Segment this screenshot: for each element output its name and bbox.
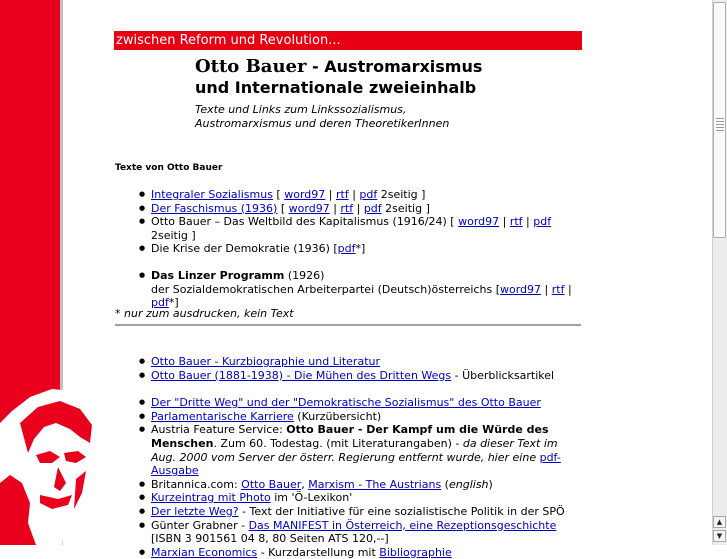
list-item: [139, 215, 579, 242]
text: |: [325, 188, 336, 201]
text: |: [353, 201, 364, 215]
text: [ISBN 3 901561 04 8, 80 Seiten ATS 120,--]: [151, 532, 389, 546]
link-marxism-austrians[interactable]: Marxism - The Austrians: [308, 477, 442, 491]
list-item: [139, 546, 579, 559]
page-subtitle: [195, 103, 475, 131]
list-item: [139, 242, 579, 256]
link-dritte-weg[interactable]: Der "Dritte Weg" und der "Demokratische Sozialismus" des Otto Bauer: [151, 396, 541, 410]
text: Austria Feature Service:: [151, 423, 287, 437]
link-integraler-sozialismus[interactable]: Integraler Sozialismus: [151, 188, 273, 201]
text: |: [329, 201, 341, 215]
link-rtf[interactable]: rtf: [551, 282, 565, 296]
text: [: [272, 188, 285, 201]
section-heading-texte: Texte von Otto Bauer: [115, 163, 223, 173]
text: der Sozialdemokratischen Arbeiterpartei (Deutsch)österreichs [: [151, 282, 500, 296]
link-pdf-ausgabe[interactable]: pdf-Ausgabe: [151, 450, 561, 478]
arrow-down-icon[interactable]: ▼: [713, 530, 726, 542]
text: ): [488, 477, 493, 491]
link-muehen-dritten-wegs[interactable]: Otto Bauer (1881-1938) - Die Mühen des Dritten Wegs: [151, 368, 452, 382]
list-item: [139, 423, 579, 477]
print-note: * nur zum ausdrucken, kein Text: [115, 307, 294, 320]
list-item: [139, 269, 579, 283]
page-title: [195, 56, 482, 98]
text: |: [564, 282, 572, 296]
text: Otto Bauer – Das Weltbild des Kapitalismus (1916/24) [: [151, 215, 459, 229]
link-rtf[interactable]: rtf: [340, 201, 354, 215]
linzer-title: Das Linzer Programm: [151, 268, 285, 282]
text: - Überblicksartikel: [451, 368, 555, 382]
text: (Kurzübersicht): [293, 409, 382, 423]
list-item: [139, 491, 579, 505]
link-kurzeintrag-photo[interactable]: Kurzeintrag mit Photo: [151, 491, 271, 505]
subtitle-line1: Texte und Links zum Linkssozialismus,: [195, 103, 407, 116]
link-pdf[interactable]: pdf: [533, 215, 552, 229]
title-rest: - Austromarxismus: [306, 57, 483, 76]
link-manifest-oesterreich[interactable]: Das MANIFEST in Österreich, eine Rezeptionsgeschichte: [248, 518, 557, 532]
link-bibliographie[interactable]: Bibliographie: [379, 545, 452, 559]
link-word97[interactable]: word97: [458, 215, 500, 229]
link-der-faschismus[interactable]: Der Faschismus (1936): [151, 201, 278, 215]
text: im 'Ö-Lexikon': [270, 491, 353, 505]
text: 2seitig ]: [151, 228, 196, 242]
text: |: [499, 215, 510, 229]
text: Die Krise der Demokratie (1936) [: [151, 242, 338, 256]
text: |: [348, 188, 360, 201]
link-britannica-otto-bauer[interactable]: Otto Bauer: [241, 477, 302, 491]
title-name: Otto Bauer: [195, 56, 307, 77]
link-pdf[interactable]: pdf: [359, 188, 378, 201]
text: [: [277, 201, 289, 215]
list-item: [139, 355, 579, 369]
spacer: [139, 382, 579, 396]
title-line2: und Internationale zweieinhalb: [195, 78, 477, 97]
link-parlamentarische-karriere[interactable]: Parlamentarische Karriere: [151, 409, 294, 423]
page-content: [63, 0, 712, 559]
link-der-letzte-weg[interactable]: Der letzte Weg?: [151, 504, 239, 518]
text: ,: [301, 477, 309, 491]
divider: [115, 324, 581, 326]
list-item-continuation: [139, 283, 579, 310]
austria-note: da dieser Text im Aug. 2000 vom Server der österr. Regierung entfernt wurde, hier eine: [151, 436, 558, 464]
austria-title: Otto Bauer - Der Kampf um die Würde des Menschen: [151, 423, 549, 450]
text: 2seitig ]: [377, 188, 426, 201]
text: 2seitig ]: [381, 201, 430, 215]
site-banner: zwischen Reform und Revolution...: [114, 31, 582, 50]
links-list: [139, 355, 579, 559]
subtitle-line2: Austromarxismus und deren TheoretikerInnen: [195, 117, 450, 130]
scrollbar-grip: [716, 118, 724, 132]
list-item: [139, 369, 579, 383]
text: |: [541, 282, 552, 296]
link-marxian-economics[interactable]: Marxian Economics: [151, 545, 258, 559]
list-item: [139, 188, 579, 202]
text: |: [522, 215, 534, 229]
link-kurzbiographie[interactable]: Otto Bauer - Kurzbiographie und Literatur: [151, 355, 381, 368]
list-item: [139, 478, 579, 492]
text: - Kurzdarstellung mit: [257, 545, 380, 559]
link-word97[interactable]: word97: [288, 201, 330, 215]
list-item: [139, 410, 579, 424]
text: - Text der Initiative für eine sozialistische Politik in der SPÖ: [238, 504, 565, 518]
link-pdf[interactable]: pdf: [151, 296, 169, 310]
text: Günter Grabner -: [151, 518, 249, 532]
list-item: [139, 202, 579, 216]
link-pdf[interactable]: pdf: [337, 242, 356, 256]
text: (: [441, 477, 449, 491]
list-item: [139, 519, 579, 546]
text: (1926): [284, 268, 325, 282]
text: *]: [355, 242, 366, 256]
link-rtf[interactable]: rtf: [335, 188, 349, 201]
text: . Zum 60. Todestag. (mit Literaturangaben) -: [213, 436, 463, 450]
list-item: [139, 505, 579, 519]
text: Britannica.com:: [151, 477, 242, 491]
text: *]: [168, 296, 179, 310]
arrow-up-icon[interactable]: ▲: [713, 516, 726, 528]
spacer: [139, 256, 579, 269]
text: english: [448, 477, 489, 491]
link-pdf[interactable]: pdf: [363, 201, 382, 215]
list-item: [139, 396, 579, 410]
link-word97[interactable]: word97: [500, 282, 542, 296]
texts-list: [139, 188, 579, 310]
link-rtf[interactable]: rtf: [509, 215, 523, 229]
link-word97[interactable]: word97: [284, 188, 326, 201]
